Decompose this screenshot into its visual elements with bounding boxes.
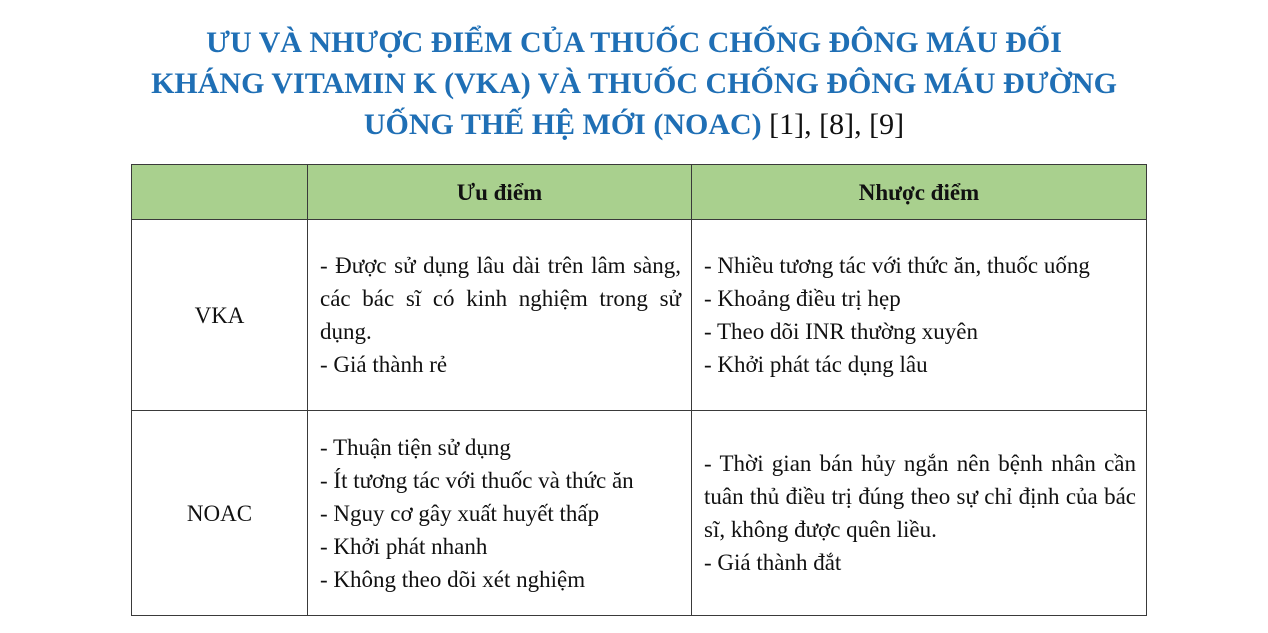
title-line-2: KHÁNG VITAMIN K (VKA) VÀ THUỐC CHỐNG ĐÔNG MÁU ĐƯỜNG	[151, 67, 1117, 100]
list-item: - Giá thành đắt	[704, 550, 842, 575]
header-empty-cell	[132, 165, 308, 220]
table-row-vka	[132, 220, 1147, 411]
title-line-3-text: UỐNG THẾ HỆ MỚI (NOAC)	[363, 108, 762, 141]
header-disadvantages: Nhược điểm	[692, 165, 1147, 220]
list-item: - Được sử dụng lâu dài trên lâm sàng, các bác sĩ có kinh nghiệm trong sử dụng.	[320, 253, 681, 344]
list-item: - Ít tương tác với thuốc và thức ăn	[320, 467, 634, 493]
vka-disadvantages-cell	[692, 220, 1147, 411]
title-line-1: ƯU VÀ NHƯỢC ĐIỂM CỦA THUỐC CHỐNG ĐÔNG MÁU ĐỐI	[206, 26, 1062, 59]
list-item: - Theo dõi INR thường xuyên	[704, 319, 978, 344]
list-item: - Thuận tiện sử dụng	[320, 434, 511, 460]
comparison-table	[131, 164, 1147, 616]
title-line-3	[0, 104, 1268, 145]
list-item: - Khoảng điều trị hẹp	[704, 286, 901, 311]
header-advantages: Ưu điểm	[308, 165, 692, 220]
list-item: - Không theo dõi xét nghiệm	[320, 566, 586, 592]
list-item: - Nhiều tương tác với thức ăn, thuốc uống	[704, 253, 1090, 278]
list-item: - Khởi phát tác dụng lâu	[704, 352, 928, 377]
list-item: - Khởi phát nhanh	[320, 533, 488, 559]
list-item: - Thời gian bán hủy ngắn nên bệnh nhân cần tuân thủ điều trị đúng theo sự chỉ định của bác sĩ, không được quên liều.	[704, 451, 1136, 542]
noac-disadvantages-cell	[692, 411, 1147, 616]
table-row-noac	[132, 411, 1147, 616]
row-label-vka: VKA	[132, 220, 308, 411]
page-title	[0, 22, 1268, 145]
row-label-noac: NOAC	[132, 411, 308, 616]
list-item: - Nguy cơ gây xuất huyết thấp	[320, 500, 600, 526]
noac-advantages-cell	[308, 411, 692, 616]
title-references: [1], [8], [9]	[761, 108, 905, 141]
list-item: - Giá thành rẻ	[320, 352, 448, 377]
vka-advantages-cell	[308, 220, 692, 411]
table-header-row	[132, 165, 1147, 220]
